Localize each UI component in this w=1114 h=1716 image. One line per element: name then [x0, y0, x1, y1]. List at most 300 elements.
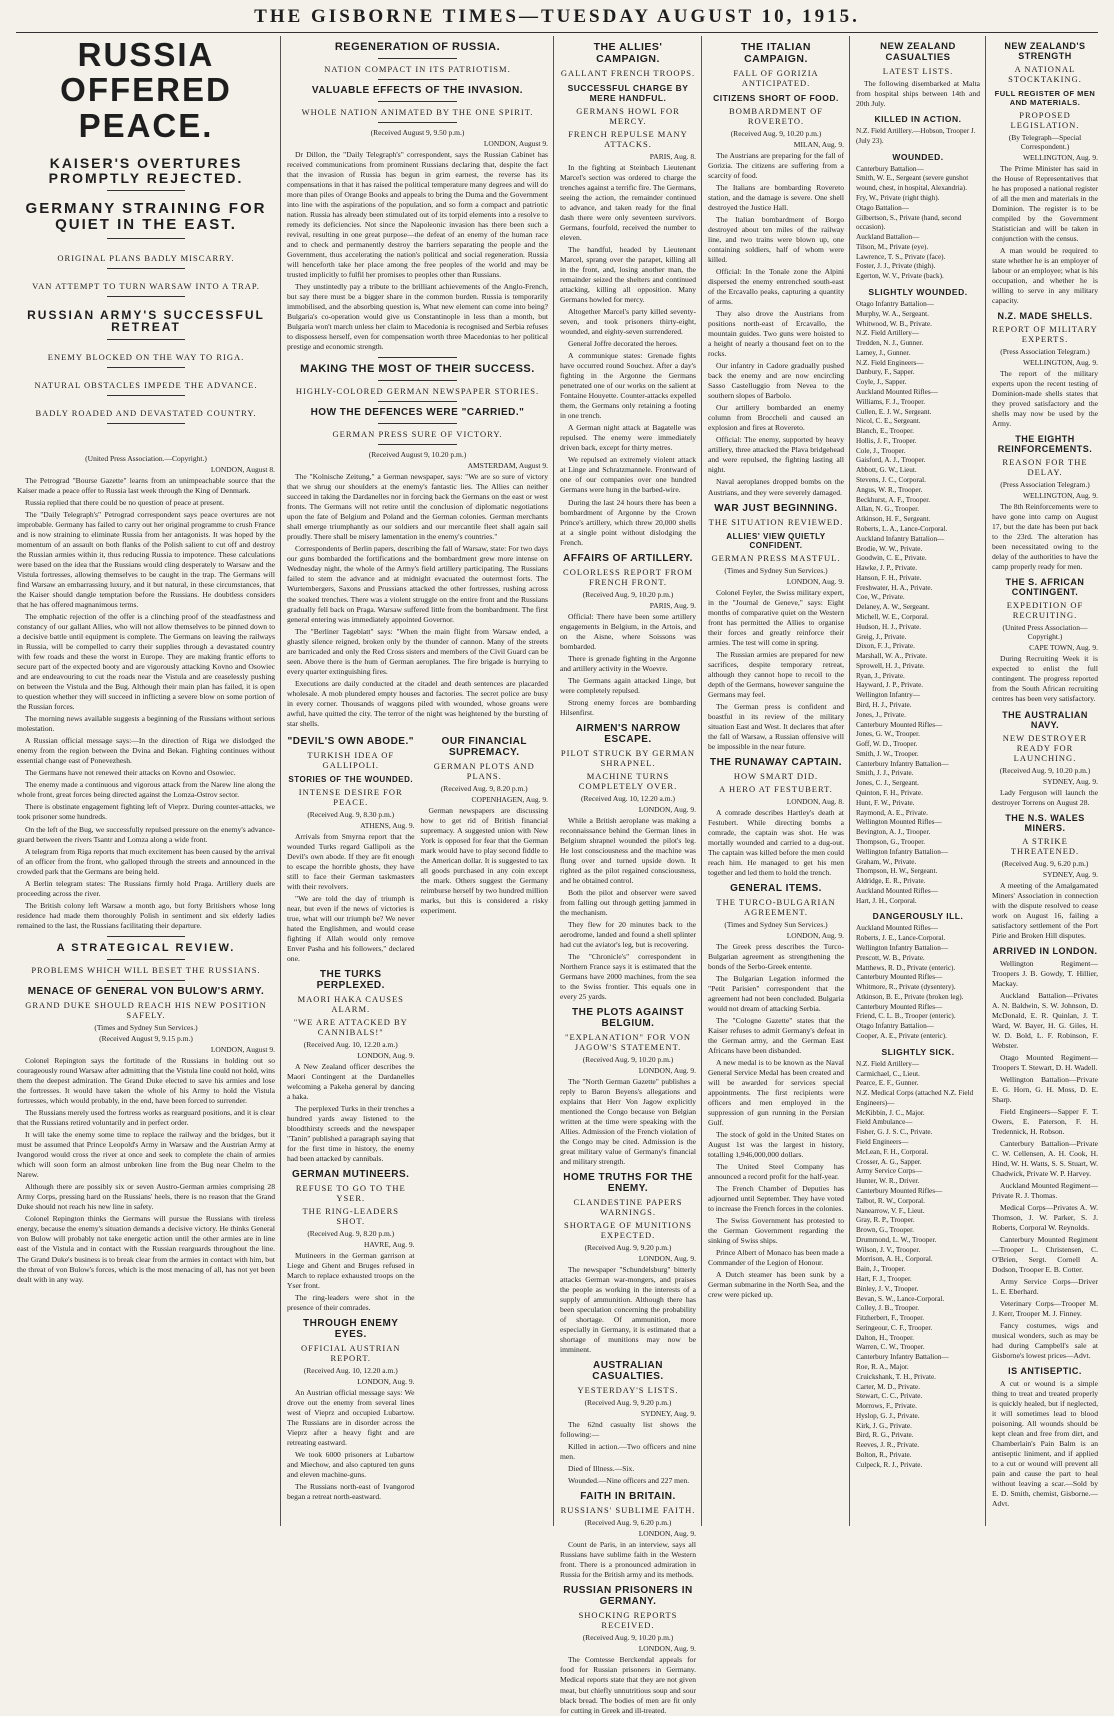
subhead: ORIGINAL PLANS BADLY MISCARRY.: [57, 252, 235, 263]
casualty-entry: Stewart, C. C., Private.: [856, 1392, 923, 1401]
casualty-entry: Goodwin, C. E., Private.: [856, 554, 927, 563]
casualty-entry: Prescott, W. B., Private.: [856, 953, 925, 962]
casualty-entry: Atkinson, B. E., Private (broken leg).: [856, 992, 964, 1001]
article-paragraph: Prince Albert of Monaco has been made a Commander of the Legion of Honour.: [708, 1248, 844, 1268]
credit-line: (United Press Association.—Copyright.): [85, 453, 207, 463]
headline-australian-casualties: AUSTRALIAN CASUALTIES.: [592, 1360, 664, 1383]
casualty-entry: Whitwood, W. B., Private.: [856, 319, 932, 328]
casualty-entry: Carter, M. D., Private.: [856, 1382, 920, 1391]
column-3: [557, 36, 699, 1715]
article-paragraph: The "Berliner Tageblatt" says: "When the main flight from Warsaw ended, a ghastly silence reigned, broken only by the thunder of cannon. Many of the streets are barricaded and only the Red Cross sisters and members of the Civil Guard can be seen. Above there is the hum of German aeroplanes. The fire brigade is hurrying to every quarter extinguishing fires.: [287, 626, 548, 676]
dateline: LONDON, Aug. 8.: [786, 796, 844, 806]
advertisement: A cut or wound is a simple thing to treat and treated properly is quickly healed, but if neglected, it will sometimes lead to blood poisoning. All wounds should be kept clean and free from dirt, and Chamberlain's Pain Balm is an antiseptic liniment, and if applied to a cut or wound will prevent all pain and cause the part to heal without leaving a scar.—Sold by E. D. Smith, chemist, Gisborne.—Advt.: [992, 1379, 1098, 1509]
casualty-entry: McLean, F. H., Corporal.: [856, 1147, 929, 1156]
dateline: AMSTERDAM, August 9.: [467, 461, 548, 471]
article-paragraph: The newspaper "Schundelsburg" bitterly attacks German war-mongers, and praises the people as working in the interests of a supply of ammunition. Although there has been speculation concerning the probability of shortage. Of ammunition, more especially in Germany, it is estimated that a shortage of munitions may now be imminent.: [560, 1265, 696, 1355]
subhead: NATURAL OBSTACLES IMPEDE THE ADVANCE.: [34, 379, 258, 390]
casualty-entry: Coe, W., Private.: [856, 593, 905, 602]
headline-strategical-review: A STRATEGICAL REVIEW.: [56, 941, 236, 954]
subhead: "EXPLANATION" FOR VON JAGOW'S STATEMENT.: [564, 1032, 691, 1053]
article-paragraph: German newspapers are discussing how to get rid of British financial supremacy. A suggested union with New York is opposed for fear that the German mark would have to play second fiddle to the American dollar. It is suggested to tax all goods purchased in any coin except the mark. Others suggest the Germany reimburse herself by two hundred million marks, but this is considered a risky experiment.: [420, 805, 548, 915]
casualty-entry: Aldridge, E. R., Private.: [856, 877, 926, 886]
dateline: LONDON, Aug. 9.: [357, 1377, 415, 1387]
dateline: LONDON, August 8.: [210, 464, 275, 474]
section-rule: [378, 79, 456, 80]
dateline: LONDON, Aug. 9.: [638, 804, 696, 814]
received-line: (Received Aug. 9, 6.20 p.m.): [584, 1518, 672, 1528]
article-paragraph: The German press is confident and boastful in its review of the military situation East and West. It declares that after the fall of Warsaw, a Russian offensive will be impossible in the near future.: [708, 701, 844, 751]
column-rule: [280, 36, 281, 1526]
article-paragraph: Dr Dillon, the "Daily Telegraph's" correspondent, says the Russian Cabinet has received communications from prominent Russians declaring that, despite the fact that the invasion of Russia has begun in grim earnest, the reverse has its compensations in that it has raised the political temperature many degrees and will do more than piles of Orange Books and appeals to bring the Duma and the Government into line with the aspirations of the population, and so form a compact and patriotic nation. Russia has already been stimulated out of its torpid elements into a resolve to remedy its deficiencies. Not since the Napoleonic invasion has there been such a revival, resulting in one great purpose—the defeat of an enemy of the human race and to check and permanently destroy the barriers separating the people and the Government, thus accelerating the nation's political and social regeneration. Russia will henceforth take her place among the free peoples of the world and may be trusted implicitly to fulfil her promises to peoples other than Russians.: [287, 150, 548, 280]
article-paragraph: A Dutch steamer has been sunk by a German submarine in the North Sea, and the crew were picked up.: [708, 1270, 844, 1300]
casualty-entry: Nicol, C. E., Sergeant.: [856, 417, 921, 426]
section-rule: [107, 190, 184, 191]
headline-italian-campaign: THE ITALIAN CAMPAIGN.: [740, 41, 812, 65]
section-rule: [378, 58, 456, 59]
casualty-entry: Canterbury Mounted Rifles—: [856, 720, 943, 729]
headline-russia-offered: RUSSIA OFFERED: [60, 36, 232, 108]
section-rule: [107, 296, 184, 297]
credit-line: (Press Association Telegram.): [1000, 347, 1090, 357]
casualty-entry: Auckland Infantry Battalion—: [856, 534, 945, 543]
article-paragraph: Wellington Regiment—Troopers J. B. Gowdy, T. Hillier, Mackay.: [992, 958, 1098, 988]
dateline: PARIS, Aug. 9.: [649, 600, 696, 610]
article-paragraph: The Austrians are preparing for the fall of Gorizia. The citizens are suffering from a scarcity of food.: [708, 151, 844, 181]
masthead-rule: [16, 32, 1098, 33]
article-paragraph: Died of Illness.—Six.: [568, 1464, 635, 1474]
article-paragraph: A Russian official message says:—In the direction of Riga we dislodged the enemy from the region between the Dvina and Bekan. Fighting continues without essential change east of Ponevezhesh.: [17, 736, 275, 766]
subhead: PROPOSED LEGISLATION.: [1010, 110, 1080, 130]
article-paragraph: The morning news available suggests a beginning of the Russians without serious molestation.: [17, 714, 275, 734]
subhead: EXPEDITION OF RECRUITING.: [1006, 600, 1084, 621]
received-line: (By Telegraph—Special Correspondent.): [1008, 133, 1082, 151]
section-rule: [107, 339, 184, 340]
section-wounded: WOUNDED.: [892, 151, 944, 162]
received-line: (Received Aug. 9, 6.20 p.m.): [1001, 858, 1089, 868]
casualty-entry: Graham, W., Private.: [856, 857, 917, 866]
section-rule: [107, 423, 184, 424]
article-paragraph: Auckland Mounted Regiment—Private R. J. Thomas.: [992, 1180, 1098, 1200]
casualty-entry: Sprowell, H. J., Private.: [856, 661, 925, 670]
dateline: ATHENS, Aug. 9.: [360, 820, 415, 830]
article-paragraph: The British colony left Warsaw a month ago, but forty Britishers whose long residence had made them thoroughly Polish in sentiment and six elderly ladies remained to the last, the Russians facilitating their departure.: [17, 900, 275, 930]
subhead: GERMAN PRESS SURE OF VICTORY.: [332, 429, 503, 440]
article-paragraph: During the last 24 hours there has been a bombardment of Argonne by the Crown Prince's artillery, which threw 20,000 shells at a single point without dislodging the French.: [560, 497, 696, 547]
casualty-entry: Colley, J. B., Trooper.: [856, 1304, 920, 1313]
headline-devils-abode: "DEVIL'S OWN ABODE.": [287, 735, 414, 747]
subhead: THE TURCO-BULGARIAN AGREEMENT.: [716, 896, 836, 917]
headline-arrived-london: ARRIVED IN LONDON.: [992, 945, 1098, 956]
article-paragraph: The handful, headed by Lieutenant Marcel, sprang over the parapet, killing all in the front, and, losing another man, the remainder seized the shelters and continued attacking, killing all opposition. Many Germans howled for mercy.: [560, 245, 696, 305]
casualty-entry: Williams, F. J., Trooper.: [856, 397, 926, 406]
headline-nsw-miners: THE N.S. WALES MINERS.: [1005, 812, 1085, 833]
headline-nz-strength: NEW ZEALAND'S STRENGTH: [1004, 41, 1086, 61]
casualty-entry: N.Z. Field Engineers—: [856, 358, 924, 367]
casualty-entry: Hyslop, G. J., Private.: [856, 1411, 920, 1420]
article-paragraph: Count de Paris, in an interview, says all Russians have sublime faith in the Western front. There is a pronounced admiration in Russia for the British army and its methods.: [560, 1540, 696, 1580]
casualty-entry: Talbot, R. W., Corporal.: [856, 1196, 925, 1205]
headline-home-truths: HOME TRUTHS FOR THE ENEMY.: [563, 1172, 693, 1195]
article-paragraph: The Prime Minister has said in the House of Representatives that he has proposed a national register of all the men and materials in the Dominion. The register is to be compiled by the Government Statistician and will be taken in conjunction with the census.: [992, 164, 1098, 244]
headline-german-mutineers: GERMAN MUTINEERS.: [292, 1169, 410, 1181]
casualty-entry: Canterbury Battalion—: [856, 164, 924, 173]
received-line: (Received Aug. 10, 12.20 a.m.): [303, 1039, 398, 1049]
article-paragraph: The "Chronicle's" correspondent in Northern France says it is estimated that the Germans have 2000 machines, from the sea to the Swiss frontier. This equals one in every 25 yards.: [560, 951, 696, 1001]
section-rule: [107, 395, 184, 396]
casualty-entry: Binley, J. V., Trooper.: [856, 1284, 919, 1293]
article-paragraph: The Comtesse Berckendal appeals for food for Russian prisoners in Germany. Medical reports state that they are not given meat, but chiefly unnutritious soup and sour black bread. The bodies of men are fit only for cutting in Greek and ill-treated.: [560, 1655, 696, 1715]
casualty-entry: Field Engineers—: [856, 1138, 909, 1147]
casualty-entry: Greig, J., Private.: [856, 632, 907, 641]
credit-line: (Times and Sydney Sun Services.): [724, 565, 828, 575]
article-paragraph: During Recruiting Week it is expected to enlist the full contingent. The progress reported from the South African recruiting centres has been very satisfactory.: [992, 654, 1098, 704]
dateline: PARIS, Aug. 8.: [649, 152, 696, 161]
casualty-entry: Thompson, G., Trooper.: [856, 837, 926, 846]
received-line: (Received Aug. 10, 12.20 a.m.): [303, 1366, 398, 1376]
headline-general-items: GENERAL ITEMS.: [730, 882, 822, 894]
casualty-entry: Marshall, W. A., Private.: [856, 652, 928, 661]
casualty-entry: Culpeck, R. J., Private.: [856, 1460, 923, 1469]
subhead: A HERO AT FESTUBERT.: [719, 783, 833, 794]
casualty-entry: Pearce, E. F., Gunner.: [856, 1079, 919, 1088]
subhead: SHORTAGE OF MUNITIONS EXPECTED.: [564, 1220, 692, 1241]
article-paragraph: Wounded.—Nine officers and 227 men.: [568, 1476, 690, 1486]
casualty-entry: N.Z. Field Artillery.—Hobson, Trooper J. (July 23).: [856, 127, 976, 145]
article-paragraph: Strong enemy forces are bombarding Hilsenfirst.: [560, 697, 696, 717]
column-rule: [985, 36, 986, 1526]
casualty-entry: Canterbury Infantry Battalion—: [856, 759, 949, 768]
dateline: COPENHAGEN, Aug. 9.: [471, 794, 548, 804]
subhead: TURKISH IDEA OF GALLIPOLI.: [307, 749, 395, 770]
article-paragraph: Russia replied that there could be no question of peace at present.: [25, 498, 225, 508]
article-paragraph: The Italians are bombarding Rovereto station, and the damage is severe. One shell destroyed the Justice Hall.: [708, 183, 844, 213]
article-paragraph: An Austrian official message says: We drove out the enemy from several lines west of Vieprz and occupied Lubartow. The Russians are in disorder across the Vieprz after a heavy fight and are retreating eastward.: [287, 1388, 415, 1448]
casualty-entry: Cooper, A. E., Private (enteric).: [856, 1032, 947, 1041]
column-2: [284, 36, 551, 1526]
headline-retreat: RUSSIAN ARMY'S SUCCESSFUL RETREAT: [27, 307, 265, 335]
subhead: THE SITUATION REVIEWED.: [708, 516, 844, 527]
article-paragraph: The Russians north-east of Ivangorod began a retreat north-eastward.: [287, 1482, 415, 1502]
article-paragraph: The Italian bombardment of Borgo destroyed about ten miles of the railway line, and two trains were blown up, one containing soldiers, half of whom were killed.: [708, 215, 844, 265]
article-paragraph: The "Kolnische Zeitung," a German newspaper, says: "We are so sure of victory that we shrug our shoulders at the enemy's fantastic lies. The Allies can neither succeed in taking the Dardanelles nor in forcing back the Germans on the east or west fronts. The Germans will not retire until the conclusion of diplomatic negotiations upon the fate of Belgium and Poland and the German colonies. German merchants shall emerge triumphantly as our soldiers and our mercantile fleet shall again sail proudly. There shall be misery lamentation in the enemy's countries.": [287, 472, 548, 542]
subhead: CLANDESTINE PAPERS WARNINGS.: [573, 1197, 683, 1218]
casualty-entry: Morrows, F., Private.: [856, 1402, 917, 1411]
dangerously-ill-list: [856, 924, 980, 1041]
dateline: LONDON, August 9.: [210, 1045, 275, 1055]
article-paragraph: There is obstinate engagement fighting left of Vieprz. During counter-attacks, we took prisoner some hundreds.: [17, 802, 275, 822]
casualty-entry: Fitzherbert, F., Trooper.: [856, 1314, 925, 1323]
article-paragraph: Official: There have been some artillery engagements in Belgium, in the Artois, and on the Aisne, where Soissons was bombarded.: [560, 611, 696, 651]
casualty-entry: Jones, C. J., Sergeant.: [856, 779, 919, 788]
casualty-entry: N.Z. Field Artillery—: [856, 1059, 920, 1068]
article-paragraph: A comrade describes Hartley's death at Festubert. While directing bombs a comrade, the captain was shot. He was mortally wounded and carried to a dug-out. The captain was killed before the men could reach him. He managed to get his men together and led them to hold the trench.: [708, 807, 844, 877]
article-paragraph: Correspondents of Berlin papers, describing the fall of Warsaw, state: For two days our guns bombarded the fortifications and the bombardment grew more intense on Wednesday night, the whole of the Army's field artillery participating. The Russians failed to stem the advance and at midnight evacuated the outermost forts. The Wurtembergers, Saxons and Prussians attacked the other fortresses, rushing across the soaked trenches. There was a violent struggle on the entire front and the Russians gradually fell back on Praga. Warsaw suffered little from the bombardment. The first general entering was immediately appointed Governor.: [287, 544, 548, 624]
article-paragraph: Our artillery bombarded an enemy column from Broccheli and caused an explosion and fires at Rovereto.: [708, 403, 844, 433]
section-rule: [107, 936, 184, 937]
casualty-entry: Atkinson, H. F., Sergeant.: [856, 515, 931, 524]
casualty-entry: Roe, R. A., Major.: [856, 1363, 909, 1372]
article-paragraph: General Joffre decorated the heroes.: [568, 339, 678, 349]
dateline: SYDNEY, Aug. 9.: [1042, 776, 1098, 786]
article-paragraph: Field Engineers—Sapper F. T. Owers, E. Paterson, F. H. Tredennick, H. Robson.: [992, 1106, 1098, 1136]
credit-line: (Times and Sydney Sun Services.): [94, 1023, 198, 1033]
article-paragraph: The "North German Gazette" publishes a reply to Baron Beyens's allegations and explains that Herr Von Jagow explicitly mentioned the Congo because von Belgian written at the time were speaking with the Allies. Admission of the French violation of the Congo may be cited. Admission is the great military value of Germany's financial and military strength.: [560, 1077, 696, 1167]
section-slightly-sick: SLIGHTLY SICK.: [881, 1046, 955, 1057]
article-paragraph: Lady Ferguson will launch the destroyer Torrens on August 28.: [992, 787, 1098, 807]
subhead: NATION COMPACT IN ITS PATRIOTISM.: [324, 64, 511, 74]
casualty-entry: Cullen, E. J. W., Sergeant.: [856, 407, 932, 416]
dateline: WELLINGTON, Aug. 9.: [1022, 491, 1098, 501]
article-paragraph: Army Service Corps—Driver L. E. Eberhard.: [992, 1277, 1098, 1297]
casualty-entry: Crosser, A. G., Sapper.: [856, 1157, 922, 1166]
section-rule: [378, 444, 456, 445]
casualty-entry: Delaney, A. W., Sergeant.: [856, 603, 930, 612]
casualty-entry: Roberts, L. A., Lance-Corporal.: [856, 524, 948, 533]
headline-germany-straining: GERMANY STRAINING FOR QUIET IN THE EAST.: [25, 200, 267, 234]
headline-war-beginning: WAR JUST BEGINNING.: [714, 502, 838, 514]
headline-regeneration: REGENERATION OF RUSSIA.: [334, 41, 501, 53]
subhead: REASON FOR THE DELAY.: [1002, 457, 1088, 478]
casualty-entry: Jones, G. W., Trooper.: [856, 730, 920, 739]
article-paragraph: The emphatic rejection of the offer is a clinching proof of the steadfastness and constancy of our gallant Allies, who will not allow themselves to be pinned down to a decisive battle until equipment is complete. The Germans on leaving the railways in Russia, will be compelled to carry their supplies through a devastated country with few roads and these the worst in Europe. They are making frantic efforts to secure part of the expected booty and are vigorously attacking Kovno and Osowiec and are endeavouring to cut the roads near the Vistula and are ceaselessly pushing on between the Vistula and the Bug. Although their main plan has failed, it is open to question whether they will succeed in inflicting a severe blow on some portion of the Russian forces.: [17, 612, 275, 712]
subhead: MENACE OF GENERAL VON BULOW'S ARMY.: [27, 986, 265, 998]
subhead: "WE ARE ATTACKED BY CANNIBALS!": [293, 1016, 408, 1037]
subhead: THE RING-LEADERS SHOT.: [302, 1206, 399, 1227]
article-paragraph: Our infantry in Cadore gradually pushed back the enemy and are now encircling Sasso Castelluggio from Nevea to the southern slopes of Barbolo.: [708, 361, 844, 401]
subhead: FULL REGISTER OF MEN AND MATERIALS.: [994, 89, 1096, 107]
article-paragraph: Colonel Repington says the fortitude of the Russians in holding out so courageously round Warsaw after admitting that the Vistula line could not hold, wins them the deepest admiration. The Grand Duke elected to save his armies and lose the fortresses. It would have taken the whole of his Army to hold the Vistula fortresses, which would probably, in the end, have been forced to surrender.: [17, 1056, 275, 1106]
casualty-entry: Roberts, J. E., Lance-Corporal.: [856, 934, 946, 943]
section-rule: [378, 380, 456, 381]
casualty-entry: Wilson, J. V., Trooper.: [856, 1245, 921, 1254]
column-rule: [849, 36, 850, 1526]
subhead: PROBLEMS WHICH WILL BESET THE RUSSIANS.: [31, 965, 261, 976]
article-paragraph: The enemy made a continuous and vigorous attack from the Narew line along the whole front, great forces being directed against the Lomza-Ostrov sector.: [17, 780, 275, 800]
casualty-entry: Abbott, G. W., Lieut.: [856, 466, 917, 475]
subhead: OFFICIAL AUSTRIAN REPORT.: [300, 1343, 401, 1364]
wounded-list: [856, 165, 980, 282]
received-line: (Received Aug. 9, 10.20 p.m.): [730, 129, 822, 138]
article-paragraph: Although there are possibly six or seven Austro-German armies comprising 28 Army Corps, pressing hard on the Russians' heels, there is no reason that the Grand Duke should not reach his new line in safety.: [17, 1182, 275, 1212]
section-dangerously-ill: DANGEROUSLY ILL.: [872, 911, 964, 922]
received-line: (Received Aug. 9, 10.20 p.m.): [582, 1055, 674, 1065]
section-killed-in-action: KILLED IN ACTION.: [874, 114, 962, 125]
article-paragraph: The Russian armies are prepared for new sacrifices, despite temporary retreat, although they cannot hope to recoil to the depth of the Germans, however sanguine the Germans may feel.: [708, 649, 844, 699]
headline-financial-supremacy: OUR FINANCIAL SUPREMACY.: [441, 735, 527, 758]
headline-russian-prisoners: RUSSIAN PRISONERS IN GERMANY.: [563, 1585, 693, 1608]
subhead: WHOLE NATION ANIMATED BY THE ONE SPIRIT.: [301, 107, 534, 117]
casualty-entry: Danbury, F., Sapper.: [856, 368, 915, 377]
headline-s-african-contingent: THE S. AFRICAN CONTINGENT.: [1005, 577, 1085, 598]
article-paragraph: The Swiss Government has protested to the German Government regarding the sinking of Swiss ships.: [708, 1216, 844, 1246]
casualty-entry: Canterbury Mounted Rifles—: [856, 1002, 943, 1011]
casualty-entry: Brown, G., Trooper.: [856, 1226, 914, 1235]
casualty-entry: Dalton, H., Trooper.: [856, 1333, 914, 1342]
subhead: YESTERDAY'S LISTS.: [577, 1385, 679, 1396]
casualty-entry: Hunter, W. R., Driver.: [856, 1177, 920, 1186]
article-paragraph: A Berlin telegram states: The Russians firmly hold Praga. Artillery duels are proceeding across the river.: [17, 878, 275, 898]
dateline: WELLINGTON, Aug. 9.: [1022, 358, 1098, 368]
subhead: SUCCESSFUL CHARGE BY MERE HANDFUL.: [567, 83, 689, 103]
article-paragraph: In the fighting at Steinbach Lieutenant Marcel's section was ordered to charge the trenches against a terrific fire. The Germans, seeing the action, the remainder continued to advance, and taken ready for the final dash there were only seventeen survivors. Germans, fourfold, received the number to eleven.: [560, 163, 696, 243]
casualty-entry: Egerton, W. V., Private (back).: [856, 272, 944, 281]
casualty-entry: Hunt, F. W., Private.: [856, 798, 915, 807]
casualty-entry: Raymond, A. E., Private.: [856, 808, 928, 817]
casualty-entry: Hudson, H. J., Private.: [856, 622, 922, 631]
casualty-entry: Thompson, H. W., Sergeant.: [856, 867, 938, 876]
subhead: NEW DESTROYER READY FOR LAUNCHING.: [1002, 732, 1088, 763]
dateline: LONDON, Aug. 9.: [786, 576, 844, 586]
subhead: HOW SMART DID.: [733, 770, 819, 781]
casualty-entry: Cruickshank, T. H., Private.: [856, 1372, 936, 1381]
section-slightly-wounded: SLIGHTLY WOUNDED.: [868, 286, 968, 297]
article-paragraph: The stock of gold in the United States on August 1st was the largest in history, totalling 1,946,000,000 dollars.: [708, 1130, 844, 1160]
article-paragraph: Executions are daily conducted at the citadel and death sentences are placarded wholesale. A mob plundered empty houses and factories. The secret police are busy in every corner. Thousands of waggons piled with wounded, whose groans were awful, have quitted the city. The terror of the night was heightened by the bursting of star shells.: [287, 678, 548, 728]
casualty-entry: Tilson, M., Private (eye).: [856, 242, 929, 251]
credit-line: (United Press Association—Copyright.): [1002, 623, 1088, 642]
subhead: GALLANT FRENCH TROOPS.: [560, 68, 696, 78]
casualty-entry: Auckland Mounted Rifles—: [856, 924, 938, 933]
article-paragraph: They also drove the Austrians from positions north-east of Ercavallo, the mountain guides. Two guns were hoisted to a height of nearly a thousand feet on to the rocks.: [708, 309, 844, 359]
subhead: GERMAN PRESS MASTFUL.: [711, 552, 841, 563]
casualty-entry: Hayward, J. P., Private.: [856, 681, 924, 690]
casualty-entry: Michell, W. E., Corporal.: [856, 612, 929, 621]
casualty-entry: Smith, J. W., Trooper.: [856, 749, 919, 758]
article-paragraph: Official: In the Tonale zone the Alpini dispersed the enemy entrenched south-east of the Ercavallo peaks, capturing a quantity of arms.: [708, 267, 844, 307]
column-rule: [701, 36, 702, 1526]
casualty-entry: Otago Battalion—: [856, 203, 909, 212]
subhead: VAN ATTEMPT TO TURN WARSAW INTO A TRAP.: [32, 280, 260, 291]
dateline: CAPE TOWN, Aug. 9.: [1029, 643, 1098, 653]
dateline: LONDON, Aug. 9.: [638, 1066, 696, 1076]
article-paragraph: The Bulgarian Legation informed the "Petit Parisien" correspondent that the agreement had not been concluded. Bulgaria would not dream of attacking Serbia.: [708, 973, 844, 1013]
section-rule: [107, 268, 184, 269]
subhead: VALUABLE EFFECTS OF THE INVASION.: [311, 85, 524, 96]
article-paragraph: Naval aeroplanes dropped bombs on the Austrians, and they were severely damaged.: [708, 477, 844, 497]
received-line: (Received Aug. 9, 8.20 p.m.): [307, 1229, 395, 1239]
article-paragraph: A man would be required to state whether he is an employer of labour or an employee; what is his occupation, and whether he is willing to serve in any military capacity.: [992, 246, 1098, 306]
casualty-entry: Bain, J., Trooper.: [856, 1265, 906, 1274]
casualty-entry: Brodie, W. W., Private.: [856, 544, 923, 553]
headline-runaway-captain: THE RUNAWAY CAPTAIN.: [709, 756, 843, 768]
casualty-entry: Wellington Infantry—: [856, 691, 920, 700]
column-6: [989, 36, 1101, 1526]
article-paragraph: We repulsed an extremely violent attack at Linge and Schratzmannele. Frontward of one of our companies over one hundred Germans were hung in the barbed-wire.: [560, 455, 696, 495]
two-column-block: [287, 731, 548, 1505]
headline-is-antiseptic: IS ANTISEPTIC.: [1008, 1366, 1082, 1377]
article-paragraph: The perplexed Turks in their trenches a hundred yards away listened to the bloodthirsty screeds and the newspaper "Tanin" published a paragraph saying that for the first time in history, the enemy had been attacked by cannibals.: [287, 1103, 415, 1164]
headline-faith-britain: FAITH IN BRITAIN.: [580, 1491, 676, 1503]
casualty-entry: Angus, W. R., Trooper.: [856, 485, 923, 494]
casualty-entry: N.Z. Field Artillery—: [856, 329, 920, 338]
article-paragraph: The ring-leaders were shot in the presence of their comrades.: [287, 1293, 415, 1313]
article-paragraph: Otago Mounted Regiment—Troopers T. Stewart, D. H. Wadell.: [992, 1052, 1098, 1072]
casualty-entry: Allan, N. G., Trooper.: [856, 505, 920, 514]
dateline: LONDON, Aug. 9.: [638, 1254, 696, 1264]
credit-line: (Times and Sydney Sun Services.): [724, 919, 828, 929]
casualty-entry: Foster, J. J., Private (thigh).: [856, 262, 936, 271]
article-paragraph: We took 6000 prisoners at Lubartow and Miechow, and also captured ten guns and eleven machine-guns.: [287, 1450, 415, 1480]
dateline: MILAN, Aug. 9.: [793, 140, 844, 149]
received-line: (Received Aug. 9, 9.20 p.m.): [584, 1243, 672, 1253]
casualty-entry: Auckland Battalion—: [856, 233, 920, 242]
subhead: ENEMY BLOCKED ON THE WAY TO RIGA.: [47, 351, 245, 362]
article-paragraph: Arrivals from Smyrna report that the wounded Turks regard Gallipoli as the Devil's own abode. If they are fit enough to escape the horrible ghosts, they have still to face their German taskmasters with their revolvers.: [287, 831, 415, 891]
received-line: (Received Aug. 9, 10.20 p.m.): [582, 1633, 674, 1643]
casualty-entry: Drummond, L. W., Trooper.: [856, 1235, 937, 1244]
casualty-entry: Bolton, R., Private.: [856, 1451, 912, 1460]
casualty-entry: Warren, C. W., Trooper.: [856, 1343, 925, 1352]
article-paragraph: Canterbury Battalion—Private C. W. Cellensen, A. H. Cook, H. Hind, W. H. Watts, S. S. Stuart, W. Chadwick, Private W. P. Harvey.: [992, 1138, 1098, 1178]
subhead: A STRIKE THREATENED.: [1010, 835, 1080, 856]
subhead: MAORI HAKA CAUSES ALARM.: [297, 993, 404, 1014]
casualty-entry: Bird, H. J., Private.: [856, 701, 912, 710]
section-rule: [107, 367, 184, 368]
casualty-entry: Hart, F. J., Trooper.: [856, 1274, 912, 1283]
article-paragraph: Colonel Repington thinks the Germans will pursue the Russians with tireless energy, because the enemy's situation demands a decisive victory. He thinks General von Bulow will probably not take energetic action until the other armies are in line east of the Vistula and in contact with the Russian rearguards throughout the line. The Grand Duke's business is to break clear from the armies in contact with him, but the threat of von Bulow's forces, which is the most menacing of all, has not yet been dealt with in any way.: [17, 1214, 275, 1284]
advertisement: Fancy costumes, wigs and musical wonders, such as may be had during Campbell's sale at Gisborne's lowest prices—Advt.: [992, 1321, 1098, 1361]
received-line: (Received Aug. 9, 8.20 p.m.): [440, 783, 528, 793]
article-paragraph: The following disembarked at Malta from hospital ships between 14th and 20th July.: [856, 79, 980, 109]
article-paragraph: Both the pilot and observer were saved from falling out through getting jammed in the mechanism.: [560, 887, 696, 917]
column-1: [14, 36, 278, 1526]
casualty-entry: Coyle, J., Sapper.: [856, 378, 907, 387]
article-paragraph: The French Chamber of Deputies has adjourned until September. They have voted to increase the French forces in the colonies.: [708, 1184, 844, 1214]
section-rule: [378, 101, 456, 102]
article-paragraph: Official: The enemy, supported by heavy artillery, three attacked the Plava bridgehead and were repulsed, the fighting lasting all night.: [708, 435, 844, 475]
dateline: LONDON, Aug. 9.: [786, 930, 844, 940]
column-5: [853, 36, 983, 1526]
article-paragraph: They flew for 20 minutes back to the aerodrome, landed and found a shell splinter had cut the aviator's leg, but is recovering.: [560, 919, 696, 949]
dateline: HAVRE, Aug. 9.: [364, 1240, 415, 1250]
article-paragraph: The 8th Reinforcements were to have gone into camp on August 17, but the date has been put back to the 23rd. The alteration has been necessitated owing to the delay of the authorities to have the camp properly ready for men.: [992, 502, 1098, 572]
headline-through-enemy-eyes: THROUGH ENEMY EYES.: [303, 1318, 399, 1341]
headline-airmens-escape: AIRMEN'S NARROW ESCAPE.: [575, 722, 681, 745]
subhead: REFUSE TO GO TO THE YSER.: [295, 1183, 406, 1204]
subhead: HOW THE DEFENCES WERE "CARRIED.": [310, 407, 525, 419]
received-line: (Received Aug. 9, 10.20 p.m.): [999, 765, 1091, 775]
casualty-entry: Whitmore, R., Private (dysentery).: [856, 983, 956, 992]
article-paragraph: The Russians merely used the fortress works as rearguard positions, and it is clear that the Russians retired voluntarily and in perfect order.: [17, 1108, 275, 1128]
credit-line: (Press Association Telegram.): [1000, 480, 1090, 490]
headline-nz-made-shells: N.Z. MADE SHELLS.: [997, 311, 1093, 322]
section-rule: [107, 238, 184, 239]
casualty-entry: Lawrence, T. S., Private (face).: [856, 252, 946, 261]
headline-allies-campaign: THE ALLIES' CAMPAIGN.: [593, 41, 663, 65]
casualty-entry: Gaisford, A. J., Trooper.: [856, 456, 926, 465]
casualty-entry: Ryan, J., Private.: [856, 671, 905, 680]
casualty-entry: Field Ambulance—: [856, 1118, 913, 1127]
casualty-entry: Kirk, J. G., Private.: [856, 1421, 912, 1430]
article-paragraph: A German night attack at Bagatelle was repulsed. The enemy were immediately driven back, except for thirty metres.: [560, 423, 696, 453]
dateline: LONDON, August 9.: [483, 139, 548, 148]
headline-making-most: MAKING THE MOST OF THEIR SUCCESS.: [300, 363, 535, 376]
casualty-entry: Stevens, J. C., Corporal.: [856, 476, 926, 485]
article-paragraph: On the left of the Bug, we successfully repulsed pressure on the enemy's advance-guard between the rivers Tsantr and Lomza along a wide front.: [17, 824, 275, 844]
article-paragraph: "We are told the day of triumph is near, but even if the news of victories is true, what will our triumph be? We never hated the Englishmen, and would cease fighting if Allah would only remove Enver Pasha and his followers," declared one.: [287, 893, 415, 963]
casualty-entry: Reeves, J. R., Private.: [856, 1441, 920, 1450]
casualty-entry: Cole, J., Trooper.: [856, 446, 906, 455]
headline-nz-casualties: NEW ZEALAND CASUALTIES: [880, 41, 956, 63]
article-paragraph: Medical Corps—Privates A. W. Thomson, J. W. Parker, S. J. Roberts, Corporal W. Reynolds.: [992, 1202, 1098, 1233]
casualty-entry: Fisher, G. J. S. C., Private.: [856, 1128, 933, 1137]
subhead: GRAND DUKE SHOULD REACH HIS NEW POSITION SAFELY.: [25, 1000, 267, 1021]
casualty-entry: Otago Infantry Battalion—: [856, 1022, 934, 1031]
received-line: (Received August 9, 9.15 p.m.): [99, 1034, 193, 1044]
casualty-entry: Carmichael, C., Lieut.: [856, 1069, 920, 1078]
column-4: [705, 36, 847, 1526]
section-rule: [378, 122, 456, 123]
